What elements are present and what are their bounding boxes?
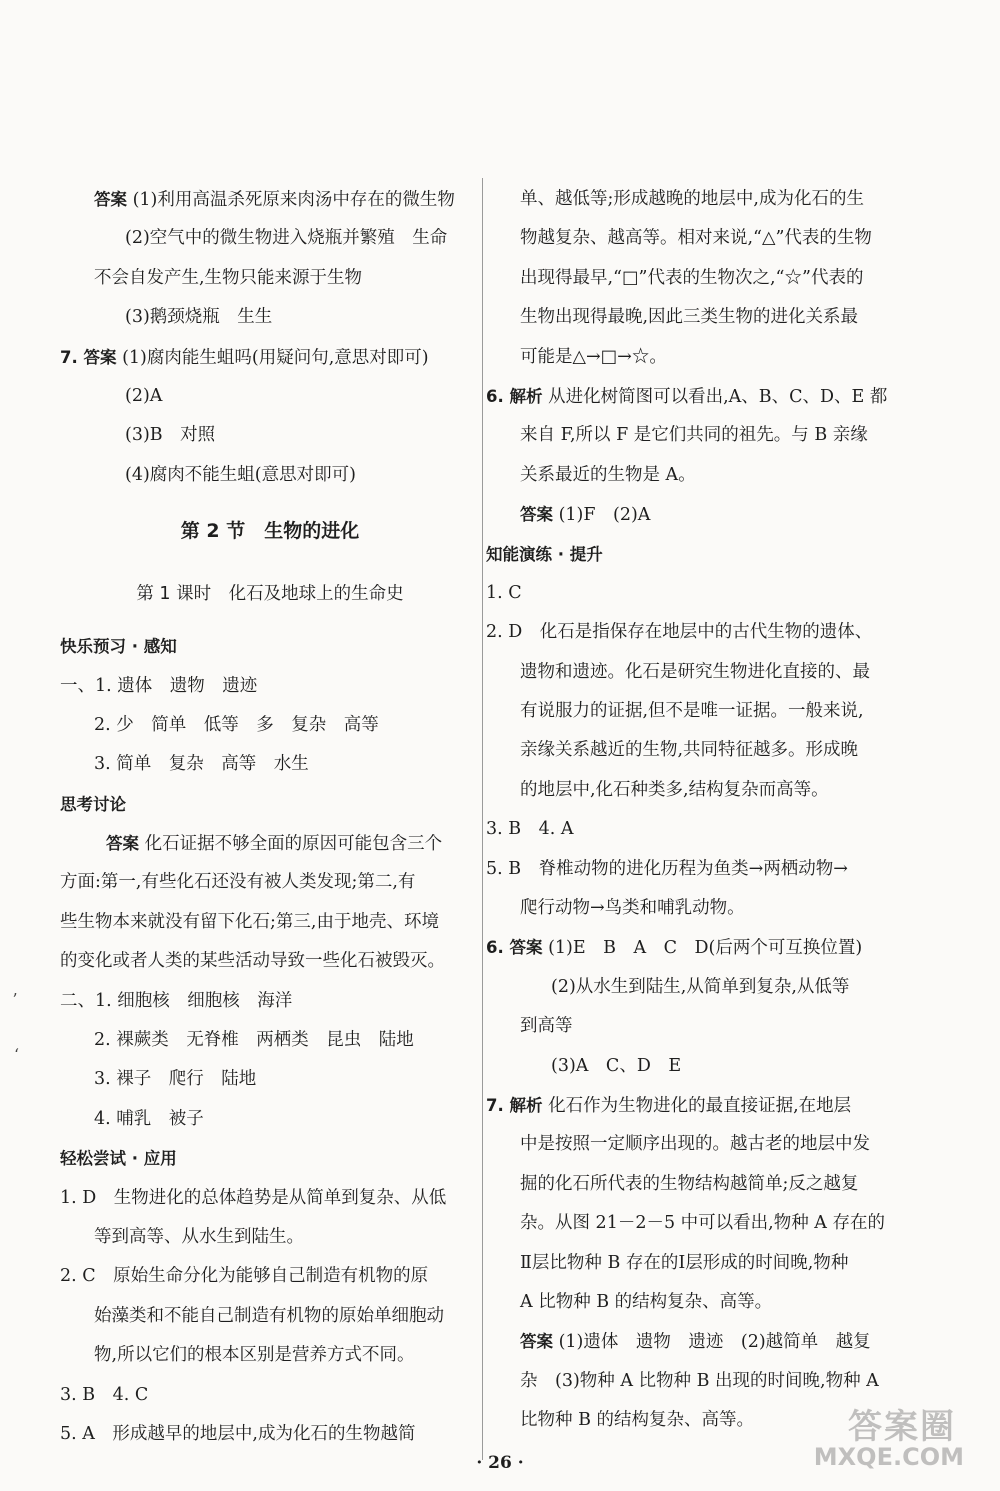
line-text: 1. C	[486, 582, 522, 603]
line-text: 2. D 化石是指保存在地层中的古代生物的遗体、	[486, 622, 873, 643]
lesson-title: 第 1 课时 化石及地球上的生命史	[136, 584, 404, 605]
line-text: (2)A	[125, 385, 163, 406]
line-text: 杂 (3)物种 A 比物种 B 出现的时间晚,物种 A	[520, 1370, 879, 1391]
line-text: 物,所以它们的根本区别是营养方式不同。	[94, 1345, 415, 1366]
text-line	[486, 1007, 906, 1046]
line-text: 到高等	[520, 1016, 573, 1037]
text-line	[486, 1204, 906, 1243]
text-line	[486, 1362, 906, 1401]
text-line	[60, 259, 480, 298]
line-text: (3)A C、D E	[551, 1055, 682, 1076]
line-text: 5. A 形成越早的地层中,成为化石的生物越简	[60, 1423, 416, 1444]
line-text: 化石作为生物进化的最直接证据,在地层	[548, 1095, 852, 1116]
text-line	[486, 889, 906, 928]
text-line	[486, 1165, 906, 1204]
line-text: (3)B 对照	[125, 425, 216, 446]
answer-label: 答案	[94, 190, 127, 209]
text-line	[60, 219, 480, 258]
text-line	[60, 456, 480, 495]
answer-label: 7. 解析	[486, 1095, 543, 1115]
line-text: Ⅱ层比物种 B 存在的Ⅰ层形成的时间晚,物种	[520, 1252, 849, 1273]
text-line	[486, 1283, 906, 1322]
text-line	[486, 259, 906, 298]
text-line	[60, 377, 480, 416]
text-line	[60, 745, 480, 784]
text-line	[486, 928, 906, 967]
watermark-url: MXQE.COM	[813, 1443, 964, 1471]
line-text: 始藻类和不能自己制造有机物的原始单细胞动	[94, 1305, 444, 1326]
text-line	[60, 298, 480, 337]
line-text: 化石证据不够全面的原因可能包含三个	[144, 834, 443, 855]
answer-label: 6. 答案	[486, 938, 543, 958]
text-line	[486, 1125, 906, 1164]
line-text: 物越复杂、越高等。相对来说,“△”代表的生物	[520, 228, 872, 249]
line-text: 方面:第一,有些化石还没有被人类发现;第二,有	[60, 872, 416, 893]
text-line	[60, 824, 480, 863]
line-text: A 比物种 B 的结构复杂、高等。	[520, 1291, 773, 1312]
answer-label: 答案	[520, 1332, 553, 1352]
line-text: 单、越低等;形成越晚的地层中,成为化石的生	[520, 189, 864, 209]
text-line	[486, 968, 906, 1007]
text-line	[486, 613, 906, 652]
text-line	[486, 416, 906, 455]
line-text: 4. 哺乳 被子	[94, 1108, 204, 1129]
left-column	[60, 180, 480, 1454]
text-line	[60, 1257, 480, 1296]
line-text: 2. 少 简单 低等 多 复杂 高等	[94, 714, 379, 735]
line-text: 3. B 4. A	[486, 819, 574, 840]
line-text: 亲缘关系越近的生物,共同特征越多。形成晚	[520, 740, 859, 761]
line-text: 的地层中,化石种类多,结构复杂而高等。	[520, 779, 829, 800]
section-title: 第 2 节 生物的进化	[180, 520, 360, 543]
line-text: 可能是△→□→☆。	[520, 346, 667, 367]
line-text: 出现得最早,“□”代表的生物次之,“☆”代表的	[520, 267, 864, 288]
text-line	[486, 456, 906, 495]
line-text: (1)利用高温杀死原来肉汤中存在的微生物	[132, 190, 455, 210]
text-line	[486, 298, 906, 337]
column-divider	[482, 178, 483, 1460]
answer-label: 6. 解析	[486, 386, 543, 406]
text-line	[486, 1322, 906, 1361]
subsection-heading: 快乐预习 · 感知	[60, 637, 177, 657]
line-text: 3. B 4. C	[60, 1384, 149, 1405]
subsection-heading: 轻松尝试 · 应用	[60, 1149, 177, 1169]
line-text: 中是按照一定顺序出现的。越古老的地层中发	[520, 1134, 870, 1155]
answer-label: 7. 答案	[60, 347, 117, 367]
line-text: (1)遗体 遗物 遗迹 (2)越简单 越复	[558, 1332, 871, 1353]
text-line	[486, 495, 906, 534]
line-text: (1)F (2)A	[558, 505, 651, 526]
line-text: 有说服力的证据,但不是唯一证据。一般来说,	[520, 701, 864, 722]
text-line	[60, 1376, 480, 1415]
line-text: 掘的化石所代表的生物结构越简单;反之越复	[520, 1173, 859, 1194]
text-line	[60, 903, 480, 942]
line-text: (1)腐肉能生蛆吗(用疑问句,意思对即可)	[122, 347, 429, 368]
margin-mark: ʻ	[14, 1045, 20, 1064]
line-text: 来自 F,所以 F 是它们共同的祖先。与 B 亲缘	[520, 425, 868, 446]
line-text: 3. 裸子 爬行 陆地	[94, 1069, 257, 1090]
text-line	[486, 850, 906, 889]
text-line	[60, 416, 480, 455]
text-line	[486, 771, 906, 810]
watermark-logo	[770, 1399, 970, 1479]
right-column	[486, 180, 906, 1441]
line-text: 关系最近的生物是 A。	[520, 464, 696, 485]
line-text: 的变化或者人类的某些活动导致一些化石被毁灭。	[60, 951, 445, 972]
line-text: (1)E B A C D(后两个可互换位置)	[548, 938, 863, 959]
line-text: 杂。从图 21－2－5 中可以看出,物种 A 存在的	[520, 1213, 885, 1234]
text-line	[60, 1060, 480, 1099]
text-line	[60, 863, 480, 902]
line-text: 爬行动物→鸟类和哺乳动物。	[520, 898, 745, 919]
line-text: 遗物和遗迹。化石是研究生物进化直接的、最	[520, 661, 870, 682]
line-text: 5. B 脊椎动物的进化历程为鱼类→两栖动物→	[486, 858, 848, 879]
text-line	[60, 982, 480, 1021]
subsection-heading: 思考讨论	[60, 794, 126, 814]
line-text: 等到高等、从水生到陆生。	[94, 1226, 304, 1247]
text-line	[486, 653, 906, 692]
text-line	[60, 1415, 480, 1454]
line-text: 2. 裸蕨类 无脊椎 两栖类 昆虫 陆地	[94, 1030, 414, 1051]
text-line	[486, 219, 906, 258]
text-line	[60, 1021, 480, 1060]
text-line	[486, 377, 906, 416]
line-text: 3. 简单 复杂 高等 水生	[94, 754, 309, 775]
line-text: 1. D 生物进化的总体趋势是从简单到复杂、从低	[60, 1187, 447, 1208]
line-text: 2. C 原始生命分化为能够自己制造有机物的原	[60, 1266, 429, 1287]
text-line	[486, 1047, 906, 1086]
line-text: 从进化树简图可以看出,A、B、C、D、E 都	[548, 386, 888, 407]
text-line	[486, 692, 906, 731]
line-text: 二、1. 细胞核 细胞核 海洋	[60, 990, 293, 1011]
text-line	[60, 942, 480, 981]
line-text: 不会自发产生,生物只能来源于生物	[94, 267, 363, 288]
line-text: (2)从水生到陆生,从简单到复杂,从低等	[551, 976, 850, 997]
answer-label: 答案	[520, 505, 553, 525]
text-line	[486, 731, 906, 770]
text-line	[486, 180, 906, 219]
text-line	[60, 338, 480, 377]
text-line	[486, 810, 906, 849]
line-text: 生物出现得最晚,因此三类生物的进化关系最	[520, 307, 859, 328]
text-line	[486, 1244, 906, 1283]
text-line	[60, 667, 480, 706]
line-text: 些生物本来就没有留下化石;第三,由于地壳、环境	[60, 911, 439, 932]
subsection-heading: 知能演练 · 提升	[486, 544, 603, 564]
text-line	[60, 1100, 480, 1139]
text-line	[486, 338, 906, 377]
text-line	[486, 1086, 906, 1125]
text-line	[486, 574, 906, 613]
line-text: (3)鹅颈烧瓶 生生	[125, 307, 273, 328]
line-text: 比物种 B 的结构复杂、高等。	[520, 1410, 754, 1431]
margin-mark: ʼ	[12, 990, 18, 1009]
line-text: (2)空气中的微生物进入烧瓶并繁殖 生命	[125, 228, 448, 249]
line-text: 一、1. 遗体 遗物 遗迹	[60, 675, 258, 696]
page-number: · 26 ·	[476, 1453, 524, 1473]
text-line	[60, 1218, 480, 1257]
text-line	[60, 1336, 480, 1375]
answer-label: 答案	[106, 834, 139, 854]
watermark-text: 答案圈	[848, 1407, 956, 1447]
text-line	[60, 180, 480, 219]
text-line	[60, 706, 480, 745]
text-line	[60, 1297, 480, 1336]
text-line	[60, 1179, 480, 1218]
line-text: (4)腐肉不能生蛆(意思对即可)	[125, 464, 356, 485]
